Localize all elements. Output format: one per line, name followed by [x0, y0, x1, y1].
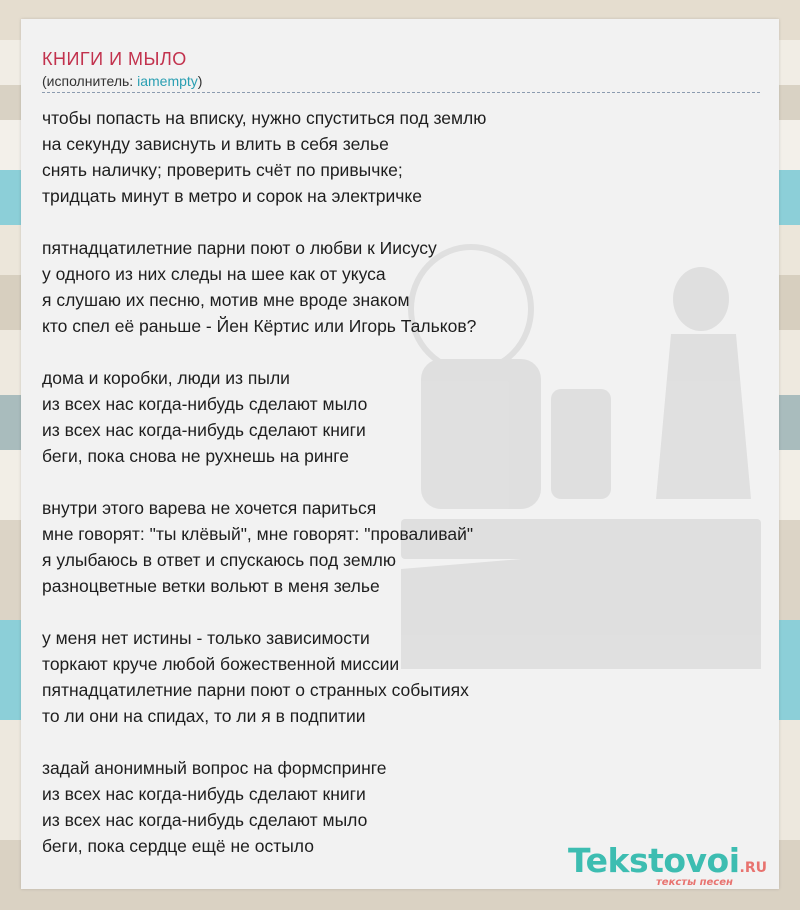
lyric-line: у меня нет истины - только зависимости: [42, 628, 370, 648]
lyric-line: беги, пока сердце ещё не остыло: [42, 836, 314, 856]
artist-line: [42, 72, 760, 90]
watermark-tld: .RU: [739, 860, 768, 876]
lyric-line: дома и коробки, люди из пыли: [42, 368, 290, 388]
lyric-line: снять наличку; проверить счёт по привычке;: [42, 160, 403, 180]
site-watermark-logo: [568, 843, 773, 889]
lyric-line: на секунду зависнуть и влить в себя зелье: [42, 134, 389, 154]
lyric-line: пятнадцатилетние парни поют о любви к Иисусу: [42, 238, 437, 258]
lyric-line: из всех нас когда-нибудь сделают мыло: [42, 810, 368, 830]
lyric-line: из всех нас когда-нибудь сделают книги: [42, 784, 366, 804]
lyric-line: кто спел её раньше - Йен Кёртис или Игорь Тальков?: [42, 316, 477, 336]
stanza: [42, 365, 760, 469]
lyric-line: пятнадцатилетние парни поют о странных событиях: [42, 680, 469, 700]
lyric-line: из всех нас когда-нибудь сделают мыло: [42, 394, 368, 414]
lyric-line: чтобы попасть на вписку, нужно спуститься под землю: [42, 108, 487, 128]
lyric-line: задай анонимный вопрос на формспринге: [42, 758, 387, 778]
stanza: [42, 235, 760, 339]
stanza: [42, 625, 760, 729]
artist-link[interactable]: iamempty: [137, 73, 198, 89]
song-title: КНИГИ И МЫЛО: [42, 49, 187, 69]
artist-prefix: (исполнитель:: [42, 73, 138, 89]
lyric-line: тридцать минут в метро и сорок на электричке: [42, 186, 423, 206]
lyric-line: беги, пока снова не рухнешь на ринге: [42, 446, 350, 466]
watermark-wordmark: Tekstovoi: [568, 841, 740, 880]
lyric-line: из всех нас когда-нибудь сделают книги: [42, 420, 366, 440]
lyric-line: торкают круче любой божественной миссии: [42, 654, 400, 674]
lyric-line: разноцветные ветки вольют в меня зелье: [42, 576, 380, 596]
watermark-tagline: тексты песен: [656, 877, 733, 888]
stanza: [42, 495, 760, 599]
header-divider: [42, 92, 760, 93]
lyric-line: внутри этого варева не хочется париться: [42, 498, 377, 518]
lyric-line: то ли они на спидах, то ли я в подпитии: [42, 706, 366, 726]
lyrics-card: [21, 19, 779, 889]
lyric-line: я улыбаюсь в ответ и спускаюсь под землю: [42, 550, 396, 570]
stanza: [42, 105, 760, 209]
lyrics-text: [42, 105, 760, 885]
lyric-line: я слушаю их песню, мотив мне вроде знаком: [42, 290, 410, 310]
artist-suffix: ): [197, 73, 203, 89]
lyric-line: у одного из них следы на шее как от укуса: [42, 264, 386, 284]
lyric-line: мне говорят: "ты клёвый", мне говорят: "проваливай": [42, 524, 474, 544]
song-header: [42, 49, 760, 90]
